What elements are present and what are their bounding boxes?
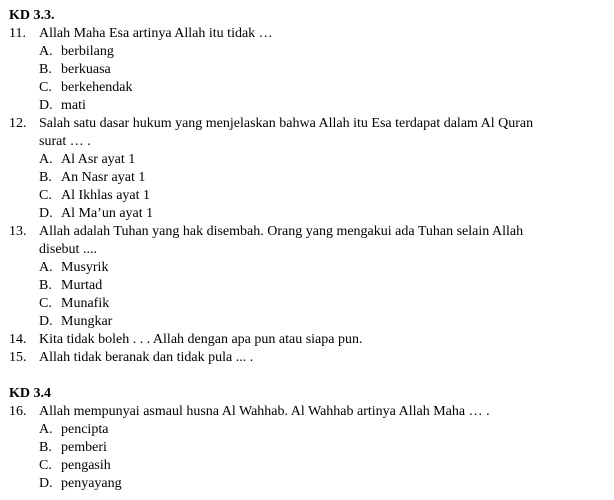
question-number: 11.: [9, 26, 26, 41]
option-text: Mungkar: [61, 314, 113, 329]
option-letter: D.: [39, 98, 53, 113]
option-letter: B.: [39, 170, 52, 185]
option-text: berkehendak: [61, 80, 133, 95]
question-text: Salah satu dasar hukum yang menjelaskan bahwa Allah itu Esa terdapat dalam Al Quran: [39, 116, 534, 131]
option-text: berbilang: [61, 44, 114, 59]
option-text: berkuasa: [61, 62, 111, 77]
question-text: Allah adalah Tuhan yang hak disembah. Orang yang mengakui ada Tuhan selain Allah: [39, 224, 524, 239]
option-text: Al Asr ayat 1: [61, 152, 136, 167]
question-number: 14.: [9, 332, 27, 347]
section-heading-kd-3-4: KD 3.4: [9, 386, 51, 401]
question-text: disebut ....: [39, 242, 97, 257]
option-text: Musyrik: [61, 260, 109, 275]
option-text: An Nasr ayat 1: [61, 170, 146, 185]
question-text: Allah Maha Esa artinya Allah itu tidak …: [39, 26, 273, 41]
option-text: Murtad: [61, 278, 103, 293]
option-letter: A.: [39, 422, 53, 437]
option-text: pengasih: [61, 458, 111, 473]
option-letter: D.: [39, 314, 53, 329]
option-text: pemberi: [61, 440, 107, 455]
question-number: 15.: [9, 350, 27, 365]
option-text: Munafik: [61, 296, 110, 311]
option-letter: B.: [39, 62, 52, 77]
option-letter: C.: [39, 458, 52, 473]
option-letter: A.: [39, 44, 53, 59]
option-letter: C.: [39, 296, 52, 311]
option-letter: C.: [39, 188, 52, 203]
option-letter: D.: [39, 476, 53, 491]
option-letter: C.: [39, 80, 52, 95]
option-text: Al Ma’un ayat 1: [61, 206, 154, 221]
option-text: Al Ikhlas ayat 1: [61, 188, 151, 203]
question-number: 16.: [9, 404, 27, 419]
question-number: 12.: [9, 116, 27, 131]
option-letter: D.: [39, 206, 53, 221]
option-letter: A.: [39, 152, 53, 167]
option-text: pencipta: [61, 422, 109, 437]
option-text: penyayang: [61, 476, 122, 491]
option-text: mati: [61, 98, 86, 113]
question-text: Allah mempunyai asmaul husna Al Wahhab. Al Wahhab artinya Allah Maha … .: [39, 404, 490, 419]
question-number: 13.: [9, 224, 27, 239]
question-text: Allah tidak beranak dan tidak pula ... .: [39, 350, 254, 365]
option-letter: B.: [39, 440, 52, 455]
question-text: surat … .: [39, 134, 91, 149]
section-heading-kd-3-3: KD 3.3.: [9, 8, 55, 23]
option-letter: A.: [39, 260, 53, 275]
question-text: Kita tidak boleh . . . Allah dengan apa pun atau siapa pun.: [39, 332, 363, 347]
option-letter: B.: [39, 278, 52, 293]
